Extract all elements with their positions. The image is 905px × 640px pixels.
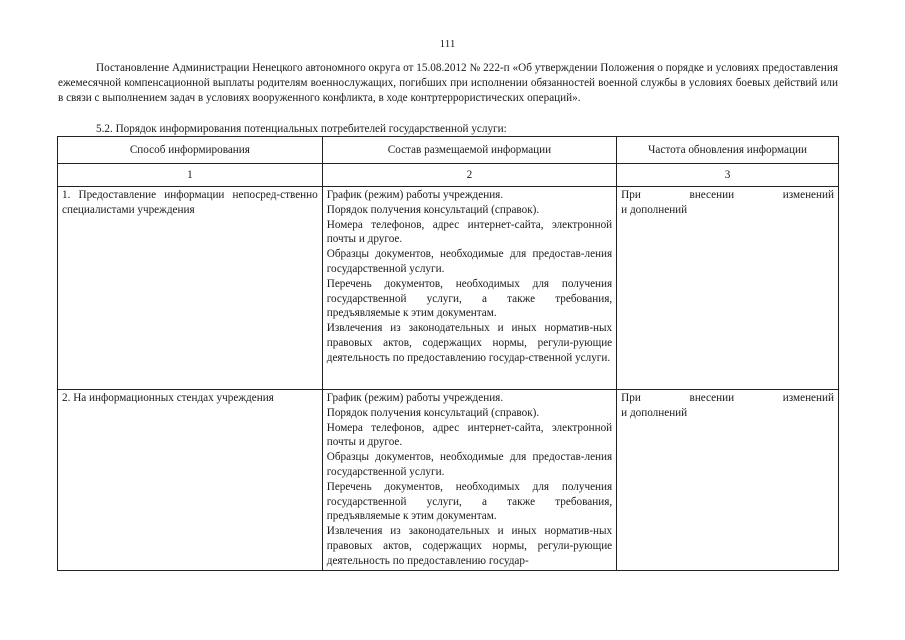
frequency-word: При bbox=[621, 392, 641, 404]
content-item: Перечень документов, необходимых для получения государственной услуги, а также требования, предъявляемые к этим документам. bbox=[326, 277, 613, 320]
frequency-tail: и дополнений bbox=[621, 203, 688, 216]
content-item: Образцы документов, необходимые для предостав-ления государственной услуги. bbox=[326, 248, 613, 275]
content-item: Извлечения из законодательных и иных норматив-ных правовых актов, содержащих нормы, регули-рующие деятельность по предоставлению государ- bbox=[326, 525, 613, 567]
content-cell bbox=[322, 390, 616, 571]
column-number-2: 2 bbox=[322, 164, 616, 187]
content-item: Образцы документов, необходимые для предостав-ления государственной услуги. bbox=[326, 451, 613, 478]
content-cell bbox=[322, 187, 616, 390]
content-item: Перечень документов, необходимых для получения государственной услуги, а также требования, предъявляемые к этим документам. bbox=[326, 480, 613, 523]
intro-text: Постановление Администрации Ненецкого автономного округа от 15.08.2012 № 222-п «Об утверждении Положения о порядке и условиях предоставления ежемесячной компенсационной выплаты родителям военнослужащих, погибших при исполнении обязанностей военной службы в условиях боевых действий или в связи с выполнением задач в условиях вооруженного конфликта, в ходе контртеррористических операций». bbox=[58, 62, 838, 104]
frequency-cell bbox=[617, 187, 839, 390]
page-number: 111 bbox=[439, 38, 456, 50]
header-method: Способ информирования bbox=[58, 137, 323, 164]
header-frequency: Частота обновления информации bbox=[617, 137, 839, 164]
table-header-row bbox=[58, 137, 839, 164]
column-number-3: 3 bbox=[617, 164, 839, 187]
content-item: Порядок получения консультаций (справок). bbox=[326, 203, 540, 216]
content-item: График (режим) работы учреждения. bbox=[326, 189, 504, 201]
frequency-cell bbox=[617, 390, 839, 571]
frequency-tail: и дополнений bbox=[621, 406, 688, 419]
method-cell: 1. Предоставление информации непосред-ственно специалистами учреждения bbox=[58, 187, 323, 390]
table-number-row bbox=[58, 164, 839, 187]
intro-paragraph bbox=[58, 61, 838, 106]
content-item: График (режим) работы учреждения. bbox=[326, 392, 504, 404]
content-item: Извлечения из законодательных и иных норматив-ных правовых актов, содержащих нормы, регули-рующие деятельность по предоставлению государ-ственной услуги. bbox=[326, 322, 613, 364]
frequency-word: При bbox=[621, 189, 641, 201]
table-row bbox=[58, 187, 839, 390]
frequency-word: внесении bbox=[689, 392, 735, 404]
header-content: Состав размещаемой информации bbox=[322, 137, 616, 164]
frequency-word: изменений bbox=[782, 392, 834, 404]
frequency-word: изменений bbox=[782, 189, 834, 201]
content-item: Номера телефонов, адрес интернет-сайта, электронной почты и другое. bbox=[326, 421, 613, 449]
table-row bbox=[58, 390, 839, 571]
information-table bbox=[57, 136, 839, 571]
method-cell: 2. На информационных стендах учреждения bbox=[58, 390, 323, 571]
frequency-first-line bbox=[621, 391, 834, 406]
frequency-first-line bbox=[621, 188, 834, 203]
content-item: Порядок получения консультаций (справок). bbox=[326, 406, 540, 419]
section-heading: 5.2. Порядок информирования потенциальных потребителей государственной услуги: bbox=[96, 123, 507, 135]
frequency-word: внесении bbox=[689, 189, 735, 201]
column-number-1: 1 bbox=[58, 164, 323, 187]
content-item: Номера телефонов, адрес интернет-сайта, электронной почты и другое. bbox=[326, 218, 613, 246]
